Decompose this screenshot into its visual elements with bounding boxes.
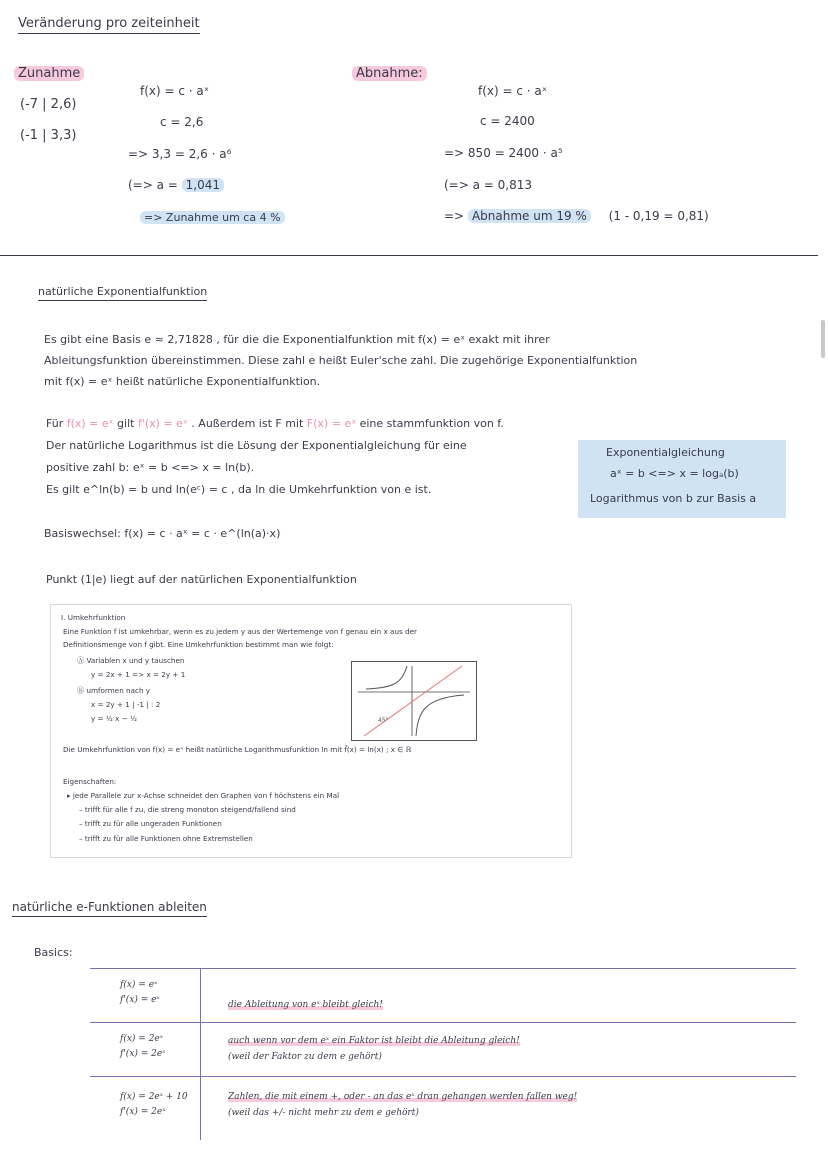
zunahme-step-2-prefix: (=> a =: [128, 178, 182, 192]
basiswechsel-formula: Basiswechsel: f(x) = c · aˣ = c · e^(ln(a)·x): [44, 527, 281, 540]
abnahme-result-prefix: =>: [444, 209, 468, 223]
f-prime-equals-ex: f'(x) = eˣ: [137, 417, 188, 430]
abnahme-step-2: (=> a = 0,813: [444, 178, 532, 192]
basics-label: Basics:: [34, 946, 73, 959]
zunahme-label: Zunahme: [14, 66, 84, 81]
zunahme-formula: f(x) = c · aˣ: [140, 84, 210, 98]
text-ausserdem: . Außerdem ist F mit: [187, 417, 307, 430]
table-row-divider-1: [90, 1022, 796, 1023]
row-3-description-text: Zahlen, die mit einem +, oder - an das eˣ dran gehangen werden fallen weg!: [228, 1092, 578, 1102]
umkehr-note: Die Umkehrfunktion von f(x) = eˣ heißt natürliche Logarithmusfunktion ln mit f̄(x) = ln(x) ; x ∈ ℝ: [63, 745, 412, 754]
row-2-function: f(x) = 2eˣ: [120, 1034, 163, 1044]
text-stammfunktion: eine stammfunktion von f.: [356, 417, 504, 430]
umkehr-graph-svg: [352, 662, 476, 740]
ableitung-line-4: Es gilt e^ln(b) = b und ln(eᶜ) = c , da ln die Umkehrfunktion von e ist.: [46, 483, 432, 496]
eigenschaften-title: Eigenschaften:: [63, 777, 117, 786]
scrollbar-thumb[interactable]: [821, 320, 825, 358]
ableitung-line-2: Der natürliche Logarithmus ist die Lösung der Exponentialgleichung für eine: [46, 439, 467, 452]
umkehr-title: I. Umkehrfunktion: [61, 613, 126, 622]
umkehr-step-a: Ⓐ Variablen x und y tauschen: [77, 656, 185, 665]
punkt-statement: Punkt (1|e) liegt auf der natürlichen Exponentialfunktion: [46, 573, 357, 586]
eigenschaft-2: – trifft für alle f zu, die streng monoton steigend/fallend sind: [79, 805, 296, 814]
abnahme-result-highlight: Abnahme um 19 %: [468, 209, 591, 223]
zunahme-point-2: (-1 | 3,3): [20, 128, 77, 143]
graph-angle-label: 45°: [378, 717, 389, 724]
definition-line-3: mit f(x) = eˣ heißt natürliche Exponentialfunktion.: [44, 375, 321, 388]
definition-paragraph: [44, 329, 637, 392]
abnahme-step-1: => 850 = 2400 · a⁵: [444, 146, 563, 160]
abnahme-label: Abnahme:: [352, 66, 427, 81]
f-equals-ex: f(x) = eˣ: [66, 417, 114, 430]
row-3-derivative: f'(x) = 2eˣ: [120, 1107, 166, 1117]
text-gilt: gilt: [113, 417, 138, 430]
definition-line-2: Ableitungsfunktion übereinstimmen. Diese zahl e heißt Euler'sche zahl. Die zugehörige Exponentialfunktion: [44, 354, 638, 367]
graph-curve-upper: [366, 666, 407, 689]
ableitung-line-3: positive zahl b: eˣ = b <=> x = ln(b).: [46, 461, 255, 474]
big-f-equals-ex: F(x) = eˣ: [306, 417, 357, 430]
row-1-description-text: die Ableitung von eˣ bleibt gleich!: [228, 1000, 383, 1010]
section-title-natuerliche-exp: natürliche Exponentialfunktion: [38, 285, 207, 301]
definition-line-1: Es gibt eine Basis e ≈ 2,71828 , für die die Exponentialfunktion mit f(x) = eˣ exakt mit ihrer: [44, 333, 550, 346]
row-1-description: [228, 1000, 383, 1010]
ableitung-paragraph: [46, 413, 504, 501]
umkehr-step-b-eq-2: y = ½ x − ½: [91, 714, 137, 723]
zunahme-result: => Zunahme um ca 4 %: [140, 211, 285, 224]
section-title-veraenderung: Veränderung pro zeiteinheit: [18, 16, 200, 34]
section-title-ableiten: natürliche e-Funktionen ableiten: [12, 900, 207, 917]
umkehr-def-2: Definitionsmenge von f gibt. Eine Umkehrfunktion bestimmt man wie folgt:: [63, 640, 334, 649]
umkehr-step-b-eq-1: x = 2y + 1 | -1 | : 2: [91, 700, 161, 709]
row-2-description-text: auch wenn vor dem eˣ ein Faktor ist bleibt die Ableitung gleich!: [228, 1036, 520, 1046]
row-2-note: (weil der Faktor zu dem e gehört): [228, 1052, 382, 1062]
umkehrfunktion-box: [50, 604, 572, 858]
ableitung-line-1: [46, 413, 504, 435]
table-row-divider-2: [90, 1076, 796, 1077]
table-top-border: [90, 968, 796, 969]
zunahme-c-value: c = 2,6: [160, 115, 204, 129]
umkehr-step-a-eq: y = 2x + 1 => x = 2y + 1: [91, 670, 186, 679]
infobox-formula: aˣ = b <=> x = logₐ(b): [610, 467, 739, 480]
abnahme-c-value: c = 2400: [480, 114, 535, 128]
umkehr-def-1: Eine Funktion f ist umkehrbar, wenn es zu jedem y aus der Wertemenge von f genau ein x aus der: [63, 627, 417, 636]
eigenschaft-4: – trifft zu für alle Funktionen ohne Extremstellen: [79, 834, 253, 843]
zunahme-step-2-value: 1,041: [182, 178, 224, 192]
zunahme-step-1: => 3,3 = 2,6 · a⁶: [128, 147, 232, 161]
row-3-description: [228, 1092, 577, 1102]
row-1-derivative: f'(x) = eˣ: [120, 995, 160, 1005]
abnahme-result-note: (1 - 0,19 = 0,81): [608, 209, 709, 223]
infobox-note: Logarithmus von b zur Basis a: [590, 492, 757, 505]
eigenschaft-1: ▸ jede Parallele zur x-Achse schneidet den Graphen von f höchstens ein Mal: [67, 791, 340, 800]
table-column-divider: [200, 968, 201, 1140]
row-3-function: f(x) = 2eˣ + 10: [120, 1092, 188, 1102]
umkehr-graph: [351, 661, 477, 741]
exponentialgleichung-infobox: [578, 440, 786, 518]
row-2-description: [228, 1036, 520, 1046]
zunahme-point-1: (-7 | 2,6): [20, 97, 77, 112]
row-3-note: (weil das +/- nicht mehr zu dem e gehört): [228, 1108, 419, 1118]
row-2-derivative: f'(x) = 2eˣ: [120, 1049, 166, 1059]
graph-curve-lower: [416, 695, 464, 736]
graph-diagonal-line: [364, 666, 462, 736]
text-fuer: Für: [46, 417, 67, 430]
abnahme-formula: f(x) = c · aˣ: [478, 84, 548, 98]
row-1-function: f(x) = eˣ: [120, 980, 158, 990]
abnahme-result: [444, 209, 709, 223]
zunahme-step-2: [128, 178, 224, 192]
section-divider: [0, 255, 818, 256]
infobox-title: Exponentialgleichung: [606, 446, 725, 459]
eigenschaft-3: – trifft zu für alle ungeraden Funktionen: [79, 819, 222, 828]
umkehr-step-b: Ⓑ umformen nach y: [77, 686, 151, 695]
